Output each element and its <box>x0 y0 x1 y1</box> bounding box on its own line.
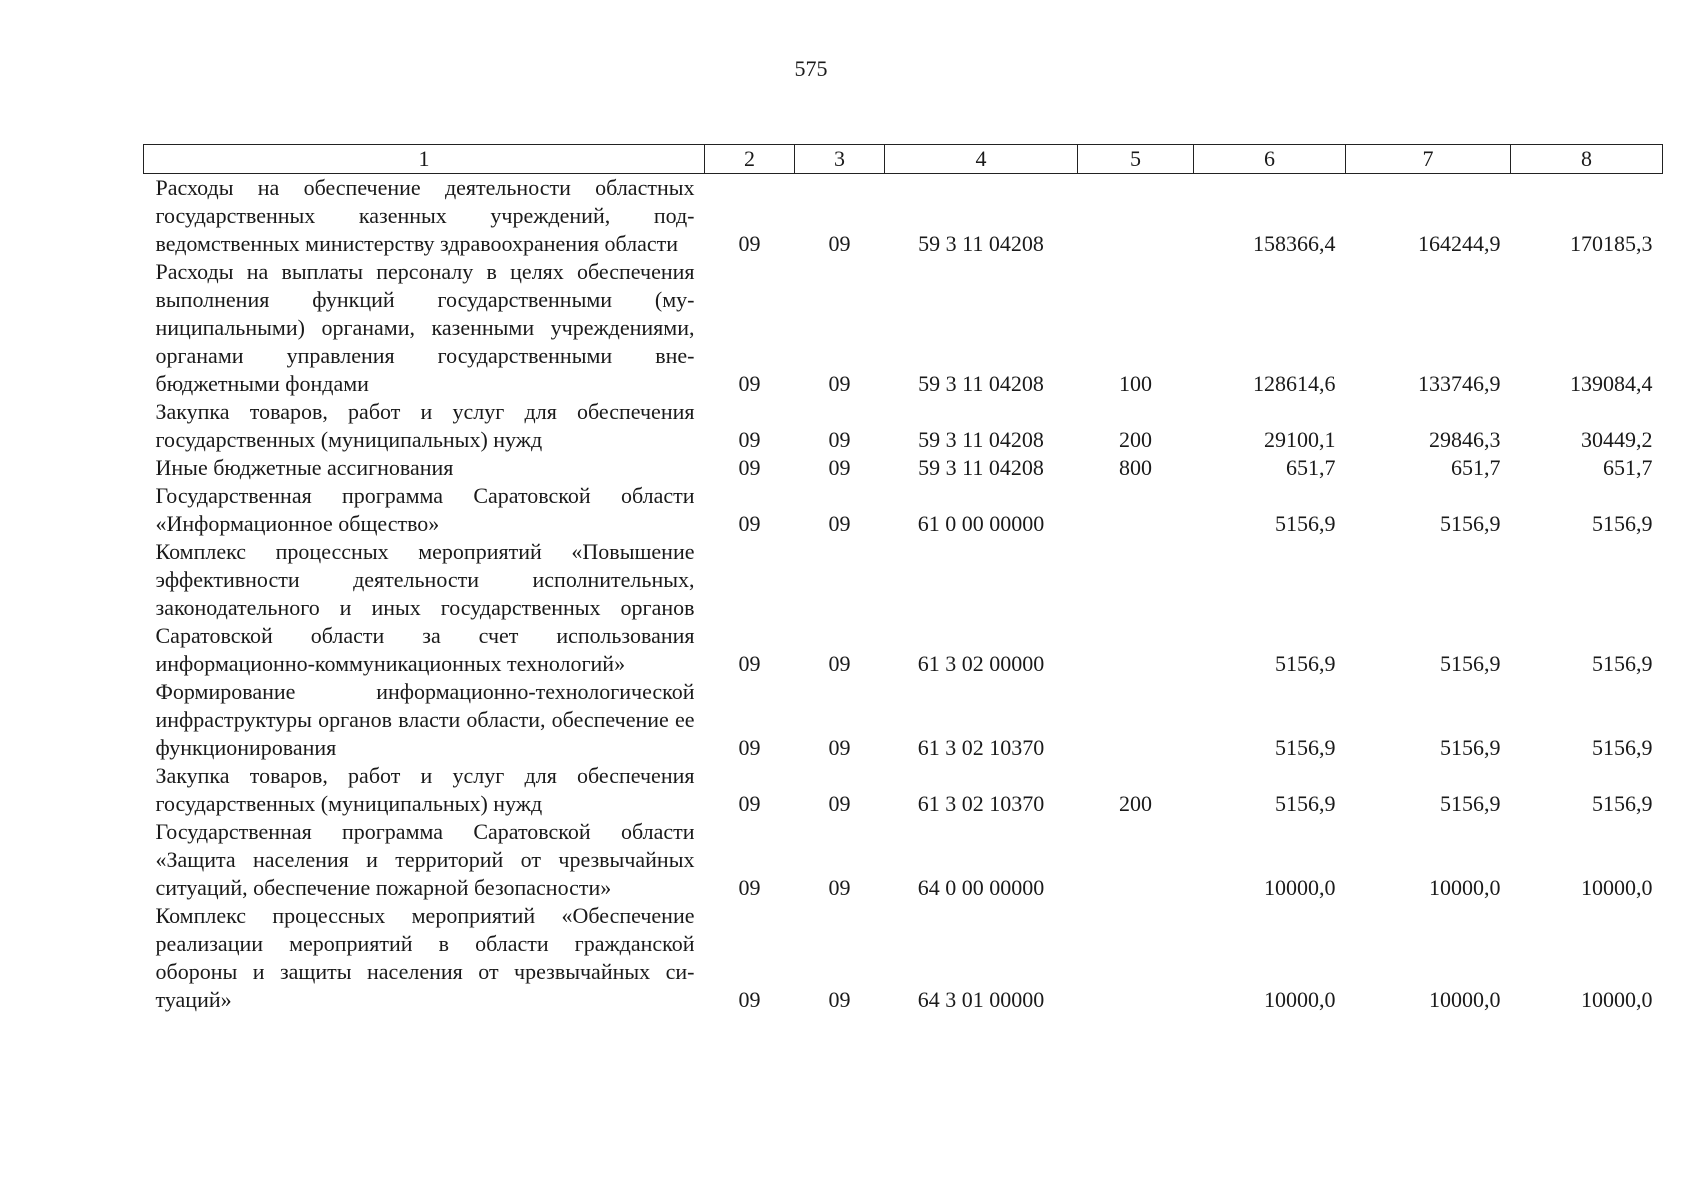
row-section-cell: 09 <box>738 987 761 1012</box>
header-col-8: 8 <box>1511 145 1663 174</box>
row-expense-type-cell <box>1078 678 1194 762</box>
row-amount-col6-cell: 128614,6 <box>1253 371 1336 396</box>
row-amount-col6-cell: 651,7 <box>1286 455 1336 480</box>
row-name-cell: Формирование информационно-технологической инфраструктуры органов власти области, обеспечение ее функционирования <box>155 679 695 760</box>
header-col-5: 5 <box>1078 145 1194 174</box>
row-name-cell: Комплекс процессных мероприятий «Повышение эффективности деятельности исполнительных, законодательного и иных государственных органов Саратовской области за счет использования информационно-коммуникационных технологий» <box>155 539 695 676</box>
row-amount-col8-cell: 5156,9 <box>1592 651 1653 676</box>
row-amount-col8-cell: 651,7 <box>1603 455 1653 480</box>
row-section-cell: 09 <box>738 651 761 676</box>
row-section-cell: 09 <box>738 875 761 900</box>
table-row <box>144 174 1663 259</box>
row-amount-col8-cell: 10000,0 <box>1581 875 1653 900</box>
header-col-7: 7 <box>1346 145 1511 174</box>
row-expense-type-cell <box>1078 174 1194 259</box>
row-expense-type-cell: 800 <box>1119 455 1152 480</box>
header-col-6: 6 <box>1194 145 1346 174</box>
table-row <box>144 482 1663 538</box>
row-subsection-cell: 09 <box>828 735 851 760</box>
table-row <box>144 398 1663 454</box>
row-expense-type-cell: 200 <box>1119 427 1152 452</box>
row-target-article-cell: 64 3 01 00000 <box>917 987 1045 1012</box>
row-subsection-cell: 09 <box>828 427 851 452</box>
header-col-3: 3 <box>795 145 885 174</box>
row-name-cell: Государственная программа Саратовской области «Информационное общество» <box>155 483 695 536</box>
row-name-cell: Расходы на выплаты персоналу в целях обеспечения выполнения функций государственными (муниципальными) органами, казенными учреждениями, органами управления государственными внебюджетными фондами <box>155 259 695 396</box>
row-name-cell: Иные бюджетные ассигнования <box>155 455 454 480</box>
row-target-article-cell: 64 0 00 00000 <box>917 875 1045 900</box>
row-amount-col6-cell: 10000,0 <box>1264 875 1336 900</box>
row-amount-col8-cell: 5156,9 <box>1592 735 1653 760</box>
row-amount-col8-cell: 139084,4 <box>1570 371 1653 396</box>
table-row <box>144 258 1663 398</box>
row-name-cell: Государственная программа Саратовской области «Защита населения и территорий от чрезвычайных ситуаций, обеспечение пожарной безопасности» <box>155 819 695 900</box>
header-row <box>144 145 1663 174</box>
table-row <box>144 762 1663 818</box>
row-expense-type-cell <box>1078 818 1194 902</box>
row-section-cell: 09 <box>738 511 761 536</box>
row-amount-col7-cell: 10000,0 <box>1429 875 1501 900</box>
row-section-cell: 09 <box>738 371 761 396</box>
row-section-cell: 09 <box>738 735 761 760</box>
table-row <box>144 818 1663 902</box>
row-subsection-cell: 09 <box>828 371 851 396</box>
row-subsection-cell: 09 <box>828 791 851 816</box>
header-col-2: 2 <box>705 145 795 174</box>
row-amount-col8-cell: 10000,0 <box>1581 987 1653 1012</box>
header-col-1: 1 <box>144 145 705 174</box>
row-expense-type-cell: 200 <box>1119 791 1152 816</box>
row-target-article-cell: 59 3 11 04208 <box>918 371 1044 396</box>
row-target-article-cell: 61 3 02 10370 <box>917 735 1045 760</box>
row-subsection-cell: 09 <box>828 455 851 480</box>
row-name-cell: Закупка товаров, работ и услуг для обеспечения государственных (муниципальных) нужд <box>155 399 695 452</box>
row-amount-col7-cell: 5156,9 <box>1440 791 1501 816</box>
row-target-article-cell: 61 3 02 10370 <box>917 791 1045 816</box>
table-row <box>144 678 1663 762</box>
row-subsection-cell: 09 <box>828 231 851 256</box>
row-subsection-cell: 09 <box>828 651 851 676</box>
table-row <box>144 454 1663 482</box>
row-amount-col6-cell: 10000,0 <box>1264 987 1336 1012</box>
page-number: 575 <box>794 56 828 81</box>
row-expense-type-cell: 100 <box>1119 371 1152 396</box>
row-amount-col6-cell: 158366,4 <box>1253 231 1336 256</box>
row-amount-col8-cell: 5156,9 <box>1592 511 1653 536</box>
row-subsection-cell: 09 <box>828 987 851 1012</box>
row-amount-col7-cell: 5156,9 <box>1440 735 1501 760</box>
row-amount-col7-cell: 133746,9 <box>1418 371 1501 396</box>
row-target-article-cell: 61 3 02 00000 <box>917 651 1045 676</box>
row-name-cell: Расходы на обеспечение деятельности областных государственных казенных учреждений, подведомственных министерству здравоохранения области <box>155 175 695 256</box>
row-amount-col8-cell: 170185,3 <box>1570 231 1653 256</box>
row-amount-col6-cell: 5156,9 <box>1275 651 1336 676</box>
table-row <box>144 902 1663 1014</box>
row-amount-col6-cell: 5156,9 <box>1275 511 1336 536</box>
budget-table <box>143 144 1663 1014</box>
row-section-cell: 09 <box>738 427 761 452</box>
table-row <box>144 538 1663 678</box>
table-body <box>144 174 1663 1015</box>
row-amount-col7-cell: 29846,3 <box>1429 427 1501 452</box>
row-amount-col7-cell: 10000,0 <box>1429 987 1501 1012</box>
row-amount-col7-cell: 651,7 <box>1451 455 1501 480</box>
row-expense-type-cell <box>1078 902 1194 1014</box>
row-section-cell: 09 <box>738 455 761 480</box>
row-amount-col7-cell: 5156,9 <box>1440 651 1501 676</box>
row-amount-col7-cell: 164244,9 <box>1418 231 1501 256</box>
row-subsection-cell: 09 <box>828 511 851 536</box>
row-amount-col7-cell: 5156,9 <box>1440 511 1501 536</box>
row-target-article-cell: 59 3 11 04208 <box>918 427 1044 452</box>
row-amount-col8-cell: 30449,2 <box>1581 427 1653 452</box>
row-name-cell: Закупка товаров, работ и услуг для обеспечения государственных (муниципальных) нужд <box>155 763 695 816</box>
row-subsection-cell: 09 <box>828 875 851 900</box>
row-expense-type-cell <box>1078 482 1194 538</box>
row-target-article-cell: 59 3 11 04208 <box>918 455 1044 480</box>
row-section-cell: 09 <box>738 791 761 816</box>
table-header <box>144 145 1663 174</box>
row-target-article-cell: 59 3 11 04208 <box>918 231 1044 256</box>
row-amount-col6-cell: 5156,9 <box>1275 791 1336 816</box>
row-section-cell: 09 <box>738 231 761 256</box>
row-name-cell: Комплекс процессных мероприятий «Обеспечение реализации мероприятий в области гражданской обороны и защиты населения от чрезвычайных ситуаций» <box>155 903 695 1012</box>
row-amount-col8-cell: 5156,9 <box>1592 791 1653 816</box>
row-amount-col6-cell: 5156,9 <box>1275 735 1336 760</box>
row-target-article-cell: 61 0 00 00000 <box>917 511 1045 536</box>
row-expense-type-cell <box>1078 538 1194 678</box>
row-amount-col6-cell: 29100,1 <box>1264 427 1336 452</box>
header-col-4: 4 <box>885 145 1078 174</box>
